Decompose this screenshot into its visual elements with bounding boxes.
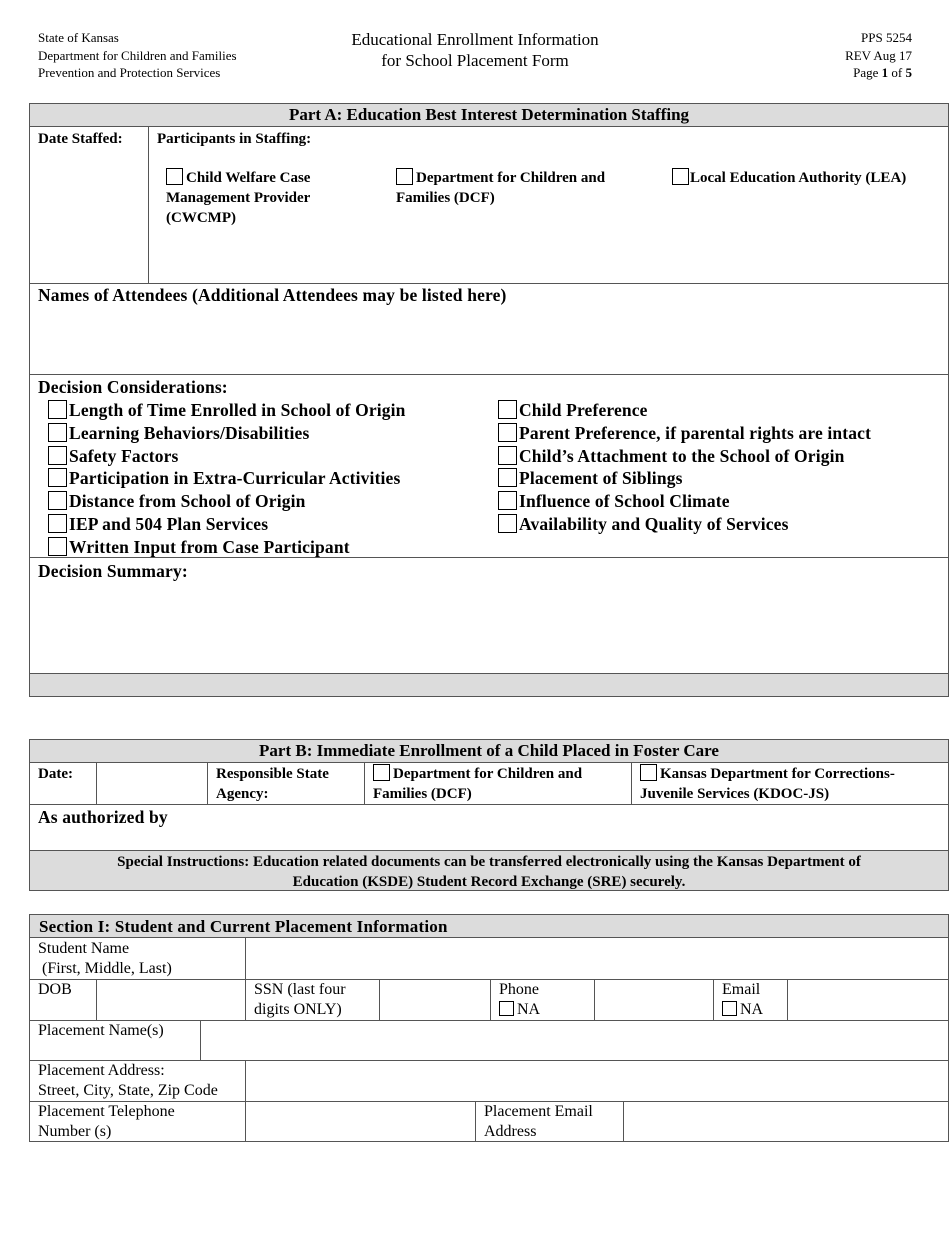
placement-telephone-label (38, 1102, 175, 1142)
divider (29, 557, 949, 558)
consideration-label: Parent Preference, if parental rights are intact (519, 422, 872, 443)
consideration-label: Availability and Quality of Services (519, 513, 789, 534)
form-number: PPS 5254 (861, 30, 912, 45)
consideration-item[interactable] (48, 536, 406, 559)
student-name-line1: Student Name (38, 940, 130, 957)
considerations-right-list (498, 399, 871, 536)
page-current: 1 (881, 65, 889, 80)
part-b-date-field[interactable] (97, 764, 206, 803)
agency-kdoc-option[interactable] (640, 764, 895, 804)
agency-kdoc-line1: Kansas Department for Corrections- (660, 766, 895, 782)
agency-department: Department for Children and Families (38, 47, 237, 63)
phone-field[interactable] (595, 980, 712, 1019)
placement-name-field[interactable] (201, 1021, 948, 1059)
page-of: of (888, 65, 906, 80)
placement-address-line1: Placement Address: (38, 1062, 165, 1079)
phone-na-option[interactable] (499, 1000, 540, 1020)
special-instructions (29, 850, 949, 891)
consideration-item[interactable] (498, 467, 871, 490)
phone-label-cell (499, 980, 540, 1020)
agency-header (38, 29, 237, 82)
agency-dcf-line2: Families (DCF) (373, 786, 472, 802)
student-name-line2: (First, Middle, Last) (38, 960, 172, 977)
checkbox[interactable] (498, 423, 517, 442)
ssn-label (254, 980, 346, 1020)
consideration-label: Distance from School of Origin (69, 491, 306, 512)
form-revision: REV Aug 17 (845, 47, 912, 63)
student-name-field[interactable] (246, 939, 948, 978)
agency-state: State of Kansas (38, 30, 119, 45)
responsible-agency-line1: Responsible State (216, 766, 329, 782)
consideration-item[interactable] (48, 467, 406, 490)
checkbox[interactable] (722, 1001, 737, 1016)
email-label-cell (722, 980, 763, 1020)
form-title-line2: for School Placement Form (381, 51, 569, 70)
participant-dcf-line1: Department for Children and (416, 170, 606, 186)
dob-field[interactable] (97, 980, 244, 1019)
divider (713, 979, 714, 1020)
checkbox[interactable] (166, 168, 183, 185)
consideration-item[interactable] (498, 445, 871, 468)
consideration-label: Placement of Siblings (519, 468, 683, 489)
agency-kdoc-line2: Juvenile Services (KDOC-JS) (640, 786, 830, 802)
considerations-left-list (48, 399, 406, 559)
page-prefix: Page (853, 65, 882, 80)
participant-lea[interactable] (672, 168, 906, 188)
checkbox[interactable] (396, 168, 413, 185)
placement-telephone-field[interactable] (246, 1102, 474, 1141)
divider (148, 127, 149, 283)
consideration-item[interactable] (48, 513, 406, 536)
ssn-line2: digits ONLY) (254, 1001, 342, 1018)
special-instructions-line1: Special Instructions: Education related documents can be transferred electronically using the Kansas Department of (117, 854, 861, 870)
checkbox[interactable] (48, 537, 67, 556)
checkbox[interactable] (498, 446, 517, 465)
divider (245, 979, 246, 1020)
student-name-label (38, 939, 172, 979)
email-na-option[interactable] (722, 1000, 763, 1020)
checkbox[interactable] (48, 400, 67, 419)
form-title (300, 29, 650, 71)
divider (207, 763, 208, 804)
page-total: 5 (905, 65, 912, 80)
checkbox[interactable] (498, 400, 517, 419)
placement-email-label (484, 1102, 593, 1142)
placement-address-label (38, 1061, 218, 1101)
authorized-by-label: As authorized by (38, 807, 168, 827)
ssn-field[interactable] (380, 980, 489, 1019)
consideration-label: Influence of School Climate (519, 491, 730, 512)
checkbox[interactable] (373, 764, 390, 781)
consideration-label: IEP and 504 Plan Services (69, 513, 269, 534)
agency-dcf-option[interactable] (373, 764, 582, 804)
placement-telephone-line2: Number (s) (38, 1123, 112, 1140)
responsible-agency-line2: Agency: (216, 786, 269, 802)
placement-telephone-line1: Placement Telephone (38, 1103, 175, 1120)
consideration-item[interactable] (498, 513, 871, 536)
email-label: Email (722, 981, 761, 998)
email-field[interactable] (788, 980, 948, 1019)
placement-email-field[interactable] (624, 1102, 948, 1141)
part-b-title: Part B: Immediate Enrollment of a Child Placed in Foster Care (29, 739, 949, 763)
attendees-label: Names of Attendees (Additional Attendees may be listed here) (38, 285, 507, 305)
part-b-date-label: Date: (38, 766, 73, 782)
participant-dcf[interactable] (396, 168, 605, 208)
part-a-title: Part A: Education Best Interest Determination Staffing (29, 103, 949, 127)
divider (29, 374, 949, 375)
dob-label: DOB (38, 981, 72, 998)
divider (475, 1101, 476, 1142)
decision-summary-label: Decision Summary: (38, 561, 188, 581)
participant-lea-line1: Local Education Authority (LEA) (690, 170, 907, 186)
attendees-field[interactable] (30, 310, 948, 372)
phone-label: Phone (499, 981, 539, 998)
agency-division: Prevention and Protection Services (38, 65, 221, 80)
placement-address-field[interactable] (246, 1061, 948, 1100)
date-staffed-field[interactable] (30, 150, 147, 280)
divider (29, 804, 949, 805)
consideration-label: Participation in Extra-Curricular Activities (69, 468, 401, 489)
participant-cwcmp-line3: (CWCMP) (166, 210, 236, 226)
agency-dcf-line1: Department for Children and (393, 766, 583, 782)
email-na-label: NA (740, 1001, 764, 1018)
consideration-label: Safety Factors (69, 445, 179, 466)
checkbox[interactable] (498, 514, 517, 533)
checkbox[interactable] (498, 491, 517, 510)
divider (364, 763, 365, 804)
checkbox[interactable] (672, 168, 689, 185)
consideration-item[interactable] (498, 490, 871, 513)
special-instructions-line2: Education (KSDE) Student Record Exchange (SRE) securely. (292, 874, 686, 890)
participants-label: Participants in Staffing: (157, 131, 312, 147)
date-staffed-label: Date Staffed: (38, 131, 123, 147)
consideration-item[interactable] (498, 422, 871, 445)
checkbox[interactable] (640, 764, 657, 781)
consideration-label: Written Input from Case Participant (69, 536, 350, 557)
participant-cwcmp[interactable] (166, 168, 310, 228)
phone-na-label: NA (517, 1001, 541, 1018)
checkbox[interactable] (498, 468, 517, 487)
participant-cwcmp-line1: Child Welfare Case (186, 170, 311, 186)
decision-summary-field[interactable] (30, 585, 948, 671)
consideration-item[interactable] (48, 445, 406, 468)
consideration-item[interactable] (48, 399, 406, 422)
consideration-label: Learning Behaviors/Disabilities (69, 422, 310, 443)
section-1-title: Section I: Student and Current Placement Information (29, 914, 949, 938)
checkbox[interactable] (48, 423, 67, 442)
part-a-footer-bar (29, 673, 949, 697)
consideration-label: Length of Time Enrolled in School of Origin (69, 400, 406, 420)
ssn-line1: SSN (last four (254, 981, 346, 998)
decision-considerations-label: Decision Considerations: (38, 377, 228, 397)
consideration-label: Child Preference (519, 400, 648, 420)
page-indicator (845, 64, 912, 82)
participant-cwcmp-line2: Management Provider (166, 190, 311, 206)
divider (490, 979, 491, 1020)
form-meta (845, 29, 912, 82)
consideration-label: Child’s Attachment to the School of Origin (519, 445, 845, 466)
checkbox[interactable] (48, 468, 67, 487)
checkbox[interactable] (48, 514, 67, 533)
consideration-item[interactable] (48, 490, 406, 513)
checkbox[interactable] (48, 446, 67, 465)
authorized-by-field[interactable] (200, 806, 940, 846)
consideration-item[interactable] (498, 399, 871, 422)
placement-address-line2: Street, City, State, Zip Code (38, 1082, 218, 1099)
placement-email-line1: Placement Email (484, 1103, 593, 1120)
divider (631, 763, 632, 804)
checkbox[interactable] (48, 491, 67, 510)
checkbox[interactable] (499, 1001, 514, 1016)
consideration-item[interactable] (48, 422, 406, 445)
responsible-agency-label (216, 764, 329, 804)
form-title-line1: Educational Enrollment Information (351, 30, 599, 49)
participant-dcf-line2: Families (DCF) (396, 190, 495, 206)
placement-email-line2: Address (484, 1123, 537, 1140)
placement-name-label: Placement Name(s) (38, 1022, 164, 1039)
